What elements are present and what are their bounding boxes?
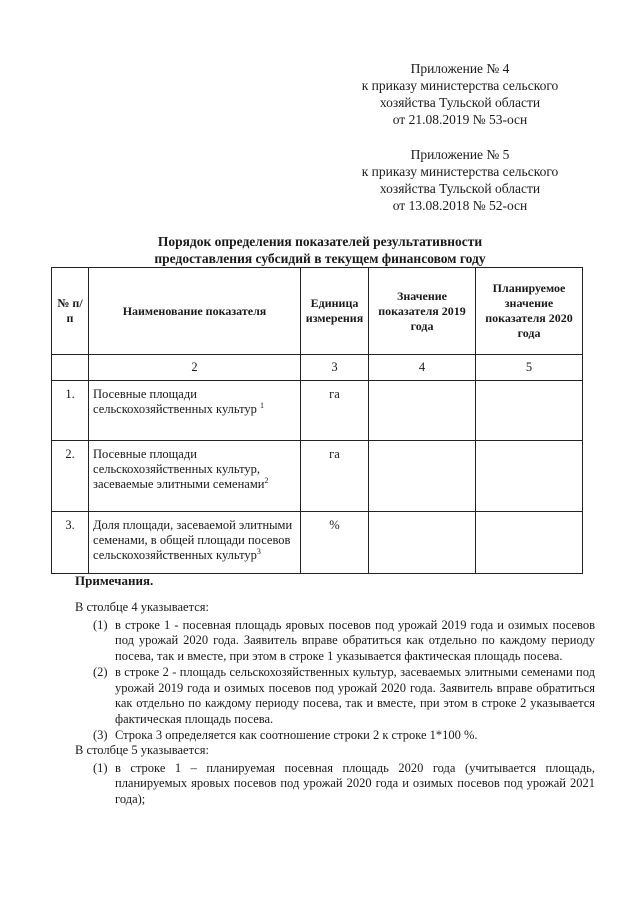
row-indicator-name <box>89 441 301 512</box>
appendix-4-heading: Приложение № 4 <box>410 61 510 76</box>
list-item-text: Строка 3 определяется как соотношение строки 2 к строке 1*100 %. <box>115 728 478 742</box>
header-unit: Единица измерения <box>301 268 369 355</box>
list-item <box>75 728 595 744</box>
indicator-text: Посевные площади сельскохозяйственных культур <box>93 387 261 416</box>
list-item-text: в строке 1 – планируемая посевная площадь 2020 года (учитывается площадь, планируемых яровых посевов под урожай 2020 года и озимых посевов под урожай 2021 года); <box>115 760 595 806</box>
appendix-5-line-2: хозяйства Тульской области <box>379 181 541 196</box>
list-marker: (2) <box>93 665 108 679</box>
title-line-2: предоставления субсидий в текущем финансовом году <box>154 251 486 266</box>
row-value-2019 <box>369 512 476 574</box>
column-4-list <box>75 618 595 744</box>
table-row <box>52 381 583 441</box>
column-number-4: 4 <box>369 355 476 381</box>
row-number: 1. <box>52 381 89 441</box>
notes-title: Примечания. <box>75 573 154 588</box>
appendix-4-line-1: к приказу министерства сельского <box>361 78 559 93</box>
title-line-1: Порядок определения показателей результативности <box>157 234 483 249</box>
appendix-5-line-3: от 13.08.2018 № 52-осн <box>392 198 528 213</box>
indicators-table <box>51 267 583 574</box>
column-4-intro: В столбце 4 указывается: <box>75 600 209 614</box>
row-value-2020 <box>476 441 583 512</box>
column-5-intro: В столбце 5 указывается: <box>75 743 209 757</box>
row-unit: % <box>301 512 369 574</box>
footnote-marker: 2 <box>264 475 269 485</box>
list-marker: (3) <box>93 728 108 742</box>
appendix-5-line-1: к приказу министерства сельского <box>361 164 559 179</box>
appendix-5-block <box>340 146 580 214</box>
appendix-4-block <box>340 60 580 128</box>
row-value-2020 <box>476 381 583 441</box>
notes-column-4 <box>75 600 595 745</box>
row-value-2019 <box>369 441 476 512</box>
column-number-2: 2 <box>89 355 301 381</box>
row-unit: га <box>301 381 369 441</box>
list-item-text: в строке 2 - площадь сельскохозяйственных культур, засеваемых элитными семенами под урожай 2019 года и озимых посевов под урожай 2020 года. Заявитель вправе обратиться как отдельно по каждому периоду посева, так и вместе, при этом в строке 2 указывается фактическая площадь посева. <box>115 665 595 726</box>
header-value-2019: Значение показателя 2019 года <box>369 268 476 355</box>
list-item-text: в строке 1 - посевная площадь яровых посевов под урожай 2019 года и озимых посевов под урожай 2020 года. Заявитель вправе обратиться как отдельно по каждому периоду посева, так и вместе, при этом в строке 1 указывается фактическая площадь посева. <box>115 617 595 663</box>
column-number-3: 3 <box>301 355 369 381</box>
column-5-list <box>75 761 595 808</box>
notes-column-5 <box>75 743 595 808</box>
list-item <box>75 761 595 808</box>
list-item <box>75 618 595 665</box>
column-number-1 <box>52 355 89 381</box>
column-numbers-row <box>52 355 583 381</box>
row-number: 3. <box>52 512 89 574</box>
document-title <box>100 233 540 267</box>
header-value-2020: Планируемое значение показателя 2020 года <box>476 268 583 355</box>
table-row <box>52 512 583 574</box>
row-indicator-name <box>89 381 301 441</box>
table-row <box>52 441 583 512</box>
list-marker: (1) <box>93 760 108 775</box>
footnote-marker: 1 <box>260 400 265 410</box>
indicator-text: Посевные площади сельскохозяйственных культур, засеваемые элитными семенами <box>93 447 265 491</box>
row-value-2020 <box>476 512 583 574</box>
appendix-4-line-2: хозяйства Тульской области <box>379 95 541 110</box>
table-header-row <box>52 268 583 355</box>
footnote-marker: 3 <box>256 546 261 556</box>
list-marker: (1) <box>93 617 108 632</box>
column-number-5: 5 <box>476 355 583 381</box>
appendix-4-line-3: от 21.08.2019 № 53-осн <box>392 112 528 127</box>
row-indicator-name <box>89 512 301 574</box>
list-item <box>75 665 595 727</box>
header-num: № п/п <box>52 268 89 355</box>
indicator-text: Доля площади, засеваемой элитными семенами, в общей площади посевов сельскохозяйственных культур <box>93 518 293 562</box>
appendix-5-heading: Приложение № 5 <box>410 147 510 162</box>
row-number: 2. <box>52 441 89 512</box>
header-name: Наименование показателя <box>89 268 301 355</box>
row-value-2019 <box>369 381 476 441</box>
row-unit: га <box>301 441 369 512</box>
